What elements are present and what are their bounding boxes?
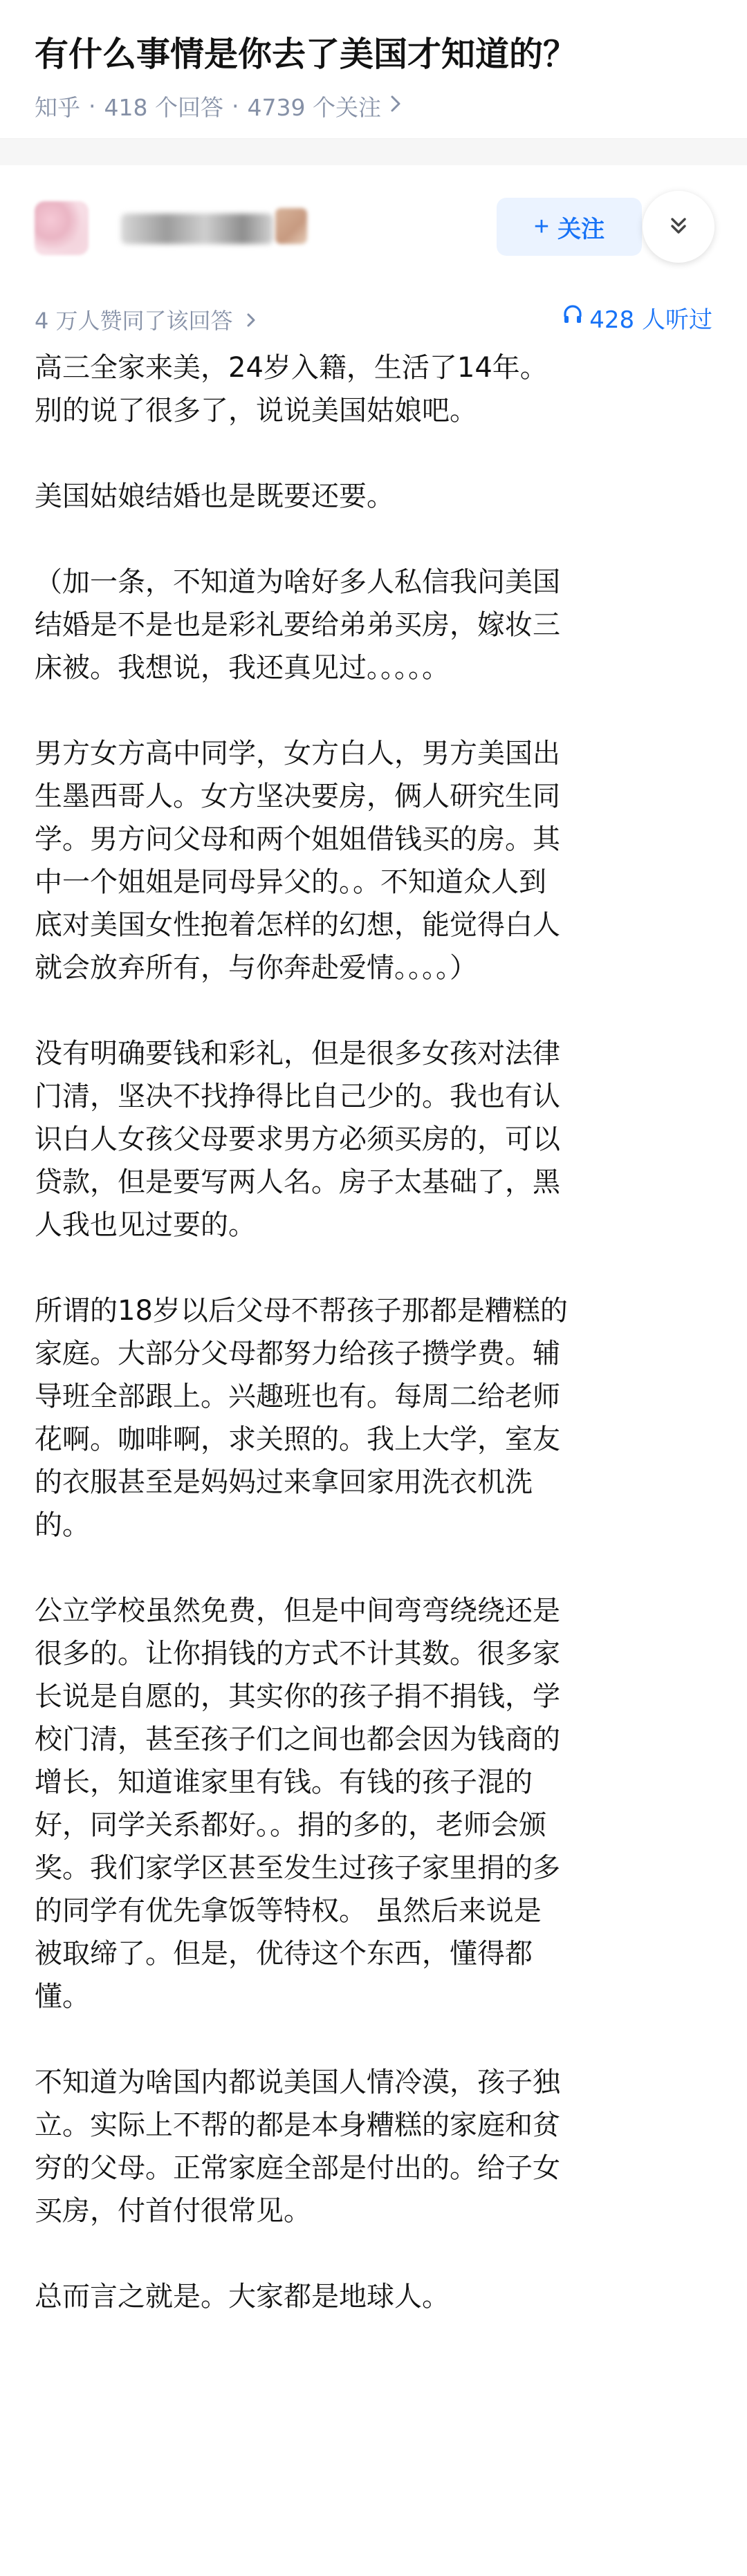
author-bar [0, 165, 747, 283]
follow-label: 关注 [557, 216, 605, 243]
answer-paragraph: 高三全家来美，24岁入籍，生活了14年。 别的说了很多了，说说美国姑娘吧。 [35, 352, 548, 427]
answer-paragraph: 没有明确要钱和彩礼，但是很多女孩对法律 门清，坚决不找挣得比自己少的。我也有认 识白人女孩父母要求男方必须买房的，可以 贷款，但是要写两人名。房子太基础了，黑 人我也见过要的。 [35, 1038, 560, 1241]
upvote-count: 4 万人赞同了该回答 [35, 308, 233, 334]
chevron-right-icon [389, 94, 402, 119]
follow-button[interactable] [497, 198, 642, 256]
avatar[interactable] [35, 201, 89, 255]
question-title[interactable]: 有什么事情是你去了美国才知道的？ [35, 35, 578, 74]
answer-content [0, 346, 747, 2318]
expand-button[interactable] [643, 191, 714, 263]
upvote-summary[interactable] [35, 304, 257, 335]
source-label: 知乎 [35, 94, 80, 121]
listen-button[interactable] [562, 301, 712, 335]
headphones-icon [562, 304, 584, 332]
section-divider [0, 138, 747, 165]
question-header [0, 0, 747, 138]
answer-paragraph: 美国姑娘结婚也是既要还要。 [35, 480, 394, 512]
answer-stats [35, 283, 712, 346]
answer-paragraph: 所谓的18岁以后父母不帮孩子那都是糟糕的 家庭。大部分父母都努力给孩子攒学费。辅 导班全部跟上。兴趣班也有。每周二给老师 花啊。咖啡啊，求关照的。我上大学，室友 的衣服甚至是妈妈过来拿回家用洗衣机洗 的。 [35, 1295, 568, 1541]
answer-paragraph: 总而言之就是。大家都是地球人。 [35, 2281, 450, 2313]
author-name-blurred[interactable] [121, 214, 273, 244]
listen-count: 428 人听过 [589, 306, 712, 334]
answer-paragraph: 公立学校虽然免费，但是中间弯弯绕绕还是 很多的。让你捐钱的方式不计其数。很多家 长说是自愿的，其实你的孩子捐不捐钱，学 校门清，甚至孩子们之间也都会因为钱商的 增长，知道谁家里有钱。有钱的孩子混的 好，同学关系都好。。捐的多的，老师会颁 奖。我们家学区甚至发生过孩子家里捐的多 的同学有优先拿饭等特权。 虽然后来说是 被取缔了。但是，优待这个东西，懂得都 懂。 [35, 1595, 560, 2013]
answer-paragraph: 不知道为啥国内都说美国人情冷漠，孩子独 立。实际上不帮的都是本身糟糕的家庭和贫 穷的父母。正常家庭全部是付出的。给子女 买房，付首付很常见。 [35, 2066, 560, 2227]
answers-count: 418 个回答 [104, 94, 223, 121]
question-meta[interactable] [35, 90, 712, 122]
chevron-right-icon [246, 308, 257, 334]
meta-separator: · [231, 93, 239, 120]
author-badge-blurred [275, 208, 307, 244]
chevron-double-down-icon [667, 214, 690, 240]
answer-paragraph: 男方女方高中同学，女方白人，男方美国出 生墨西哥人。女方坚决要房，俩人研究生同 学。男方问父母和两个姐姐借钱买的房。其 中一个姐姐是同母异父的。。不知道众人到 底对美国女性抱着怎样的幻想，能觉得白人 就会放弃所有，与你奔赴爱情。。。。） [35, 738, 560, 984]
plus-icon: + [533, 212, 550, 241]
answer-paragraph: （加一条，不知道为啥好多人私信我问美国 结婚是不是也是彩礼要给弟弟买房，嫁妆三 床被。我想说，我还真见过。。。。。 [35, 566, 560, 684]
meta-separator: · [89, 93, 96, 120]
followers-count: 4739 个关注 [247, 94, 381, 121]
